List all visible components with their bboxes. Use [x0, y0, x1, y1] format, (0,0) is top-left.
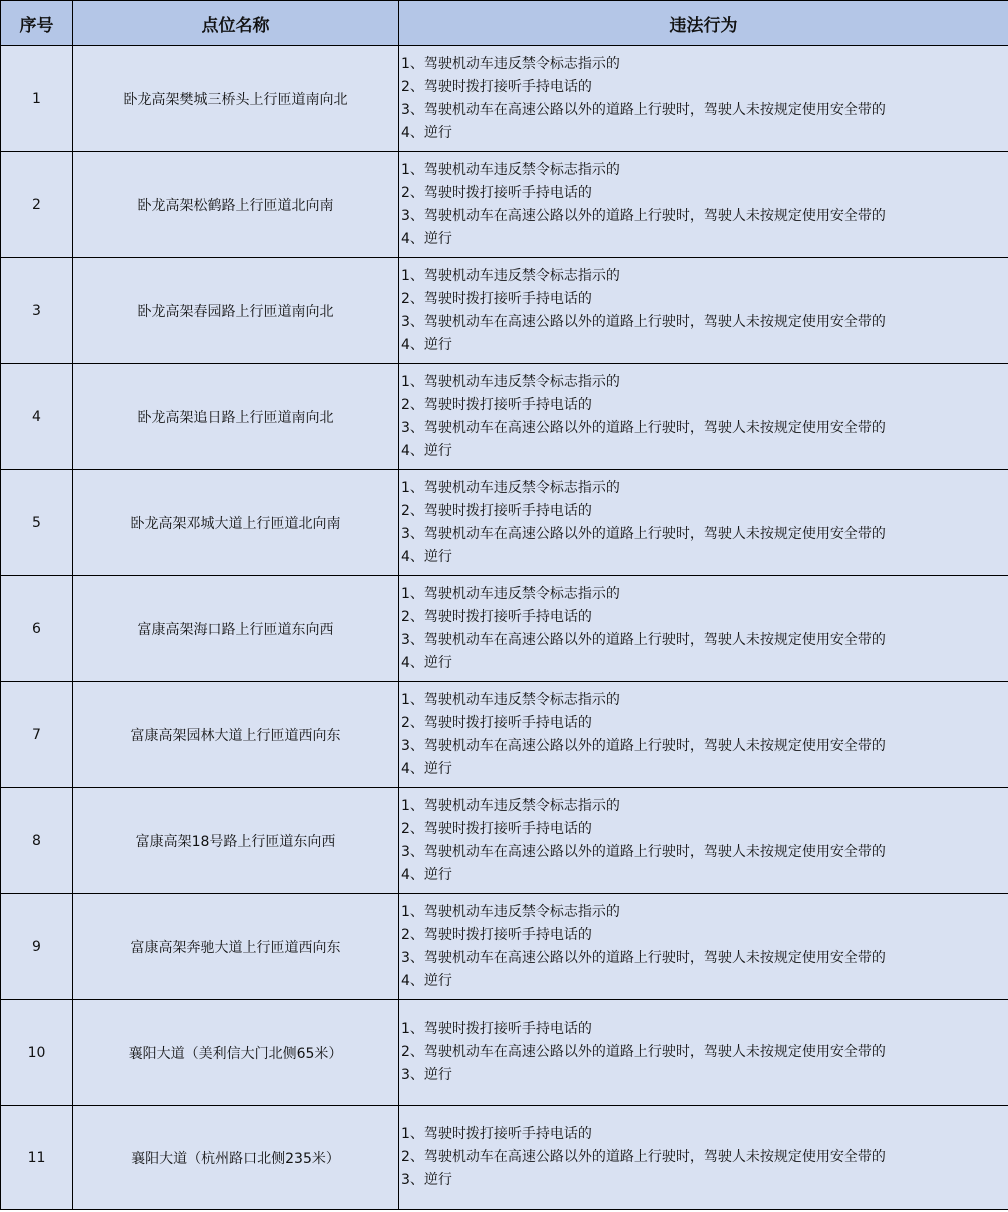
- table-row: [1, 1000, 1008, 1106]
- violation-item: 2、驾驶时拨打接听手持电话的: [401, 396, 592, 413]
- violation-item: 2、驾驶时拨打接听手持电话的: [401, 184, 592, 201]
- header-row: [1, 1, 1008, 46]
- violation-item: 2、驾驶时拨打接听手持电话的: [401, 820, 592, 837]
- violation-item: 4、逆行: [401, 760, 452, 777]
- violation-item: 1、驾驶机动车违反禁令标志指示的: [401, 161, 620, 178]
- violation-item: 4、逆行: [401, 230, 452, 247]
- violation-item: 1、驾驶机动车违反禁令标志指示的: [401, 479, 620, 496]
- violation-item: 3、驾驶机动车在高速公路以外的道路上行驶时，驾驶人未按规定使用安全带的: [401, 101, 886, 118]
- table-row: [1, 364, 1008, 470]
- table-row: [1, 152, 1008, 258]
- violation-item: 1、驾驶机动车违反禁令标志指示的: [401, 55, 620, 72]
- row-number: 6: [1, 576, 73, 682]
- violation-item: 1、驾驶机动车违反禁令标志指示的: [401, 585, 620, 602]
- violation-item: 3、逆行: [401, 1067, 452, 1083]
- violation-item: 2、驾驶时拨打接听手持电话的: [401, 78, 592, 95]
- violation-item: 3、驾驶机动车在高速公路以外的道路上行驶时，驾驶人未按规定使用安全带的: [401, 843, 886, 860]
- header-location: 点位名称: [73, 1, 399, 46]
- violation-item: 1、驾驶机动车违反禁令标志指示的: [401, 903, 620, 920]
- row-number: 9: [1, 894, 73, 1000]
- violation-item: 1、驾驶时拨打接听手持电话的: [401, 1021, 592, 1037]
- row-number: 4: [1, 364, 73, 470]
- table-row: [1, 258, 1008, 364]
- location-name: 卧龙高架樊城三桥头上行匝道南向北: [73, 46, 399, 152]
- row-number: 2: [1, 152, 73, 258]
- violation-item: 4、逆行: [401, 548, 452, 565]
- row-number: 7: [1, 682, 73, 788]
- location-name: 卧龙高架追日路上行匝道南向北: [73, 364, 399, 470]
- violation-item: 4、逆行: [401, 124, 452, 141]
- location-name: 襄阳大道（杭州路口北侧235米）: [73, 1106, 399, 1210]
- violation-item: 3、驾驶机动车在高速公路以外的道路上行驶时，驾驶人未按规定使用安全带的: [401, 525, 886, 542]
- violation-item: 3、驾驶机动车在高速公路以外的道路上行驶时，驾驶人未按规定使用安全带的: [401, 631, 886, 648]
- violation-item: 4、逆行: [401, 442, 452, 459]
- table-row: [1, 46, 1008, 152]
- table-row: [1, 1106, 1008, 1210]
- violation-item: 1、驾驶时拨打接听手持电话的: [401, 1126, 592, 1142]
- violation-item: 2、驾驶时拨打接听手持电话的: [401, 926, 592, 943]
- violation-item: 1、驾驶机动车违反禁令标志指示的: [401, 267, 620, 284]
- violation-item: 2、驾驶时拨打接听手持电话的: [401, 290, 592, 307]
- row-number: 1: [1, 46, 73, 152]
- location-name: 富康高架18号路上行匝道东向西: [73, 788, 399, 894]
- location-name: 富康高架海口路上行匝道东向西: [73, 576, 399, 682]
- row-number: 10: [1, 1000, 73, 1106]
- violation-item: 3、驾驶机动车在高速公路以外的道路上行驶时，驾驶人未按规定使用安全带的: [401, 207, 886, 224]
- violations-cell: [399, 152, 1008, 258]
- violation-item: 1、驾驶机动车违反禁令标志指示的: [401, 373, 620, 390]
- violations-cell: [399, 364, 1008, 470]
- table-row: [1, 470, 1008, 576]
- location-name: 富康高架奔驰大道上行匝道西向东: [73, 894, 399, 1000]
- table-row: [1, 788, 1008, 894]
- violation-item: 2、驾驶机动车在高速公路以外的道路上行驶时，驾驶人未按规定使用安全带的: [401, 1044, 886, 1060]
- location-name: 卧龙高架春园路上行匝道南向北: [73, 258, 399, 364]
- table-row: [1, 682, 1008, 788]
- violation-item: 3、驾驶机动车在高速公路以外的道路上行驶时，驾驶人未按规定使用安全带的: [401, 737, 886, 754]
- violations-cell: [399, 894, 1008, 1000]
- violations-cell: [399, 788, 1008, 894]
- violations-cell: [399, 1106, 1008, 1210]
- header-violations: 违法行为: [399, 1, 1008, 46]
- violations-cell: [399, 470, 1008, 576]
- row-number: 11: [1, 1106, 73, 1210]
- table-row: [1, 576, 1008, 682]
- violation-item: 3、逆行: [401, 1172, 452, 1188]
- violation-item: 3、驾驶机动车在高速公路以外的道路上行驶时，驾驶人未按规定使用安全带的: [401, 419, 886, 436]
- violations-cell: [399, 1000, 1008, 1106]
- violation-item: 2、驾驶时拨打接听手持电话的: [401, 608, 592, 625]
- row-number: 5: [1, 470, 73, 576]
- violation-item: 4、逆行: [401, 336, 452, 353]
- location-name: 富康高架园林大道上行匝道西向东: [73, 682, 399, 788]
- row-number: 8: [1, 788, 73, 894]
- violation-item: 4、逆行: [401, 866, 452, 883]
- header-num: 序号: [1, 1, 73, 46]
- table-row: [1, 894, 1008, 1000]
- location-name: 襄阳大道（美利信大门北侧65米）: [73, 1000, 399, 1106]
- violation-item: 2、驾驶时拨打接听手持电话的: [401, 714, 592, 731]
- violation-item: 2、驾驶机动车在高速公路以外的道路上行驶时，驾驶人未按规定使用安全带的: [401, 1149, 886, 1165]
- violation-item: 2、驾驶时拨打接听手持电话的: [401, 502, 592, 519]
- violation-item: 4、逆行: [401, 972, 452, 989]
- violations-cell: [399, 258, 1008, 364]
- location-name: 卧龙高架松鹤路上行匝道北向南: [73, 152, 399, 258]
- violation-item: 1、驾驶机动车违反禁令标志指示的: [401, 691, 620, 708]
- violation-item: 3、驾驶机动车在高速公路以外的道路上行驶时，驾驶人未按规定使用安全带的: [401, 313, 886, 330]
- violations-cell: [399, 682, 1008, 788]
- violation-item: 4、逆行: [401, 654, 452, 671]
- violation-item: 1、驾驶机动车违反禁令标志指示的: [401, 797, 620, 814]
- row-number: 3: [1, 258, 73, 364]
- violations-cell: [399, 576, 1008, 682]
- violation-item: 3、驾驶机动车在高速公路以外的道路上行驶时，驾驶人未按规定使用安全带的: [401, 949, 886, 966]
- location-name: 卧龙高架邓城大道上行匝道北向南: [73, 470, 399, 576]
- table-body: [1, 46, 1008, 1210]
- violations-cell: [399, 46, 1008, 152]
